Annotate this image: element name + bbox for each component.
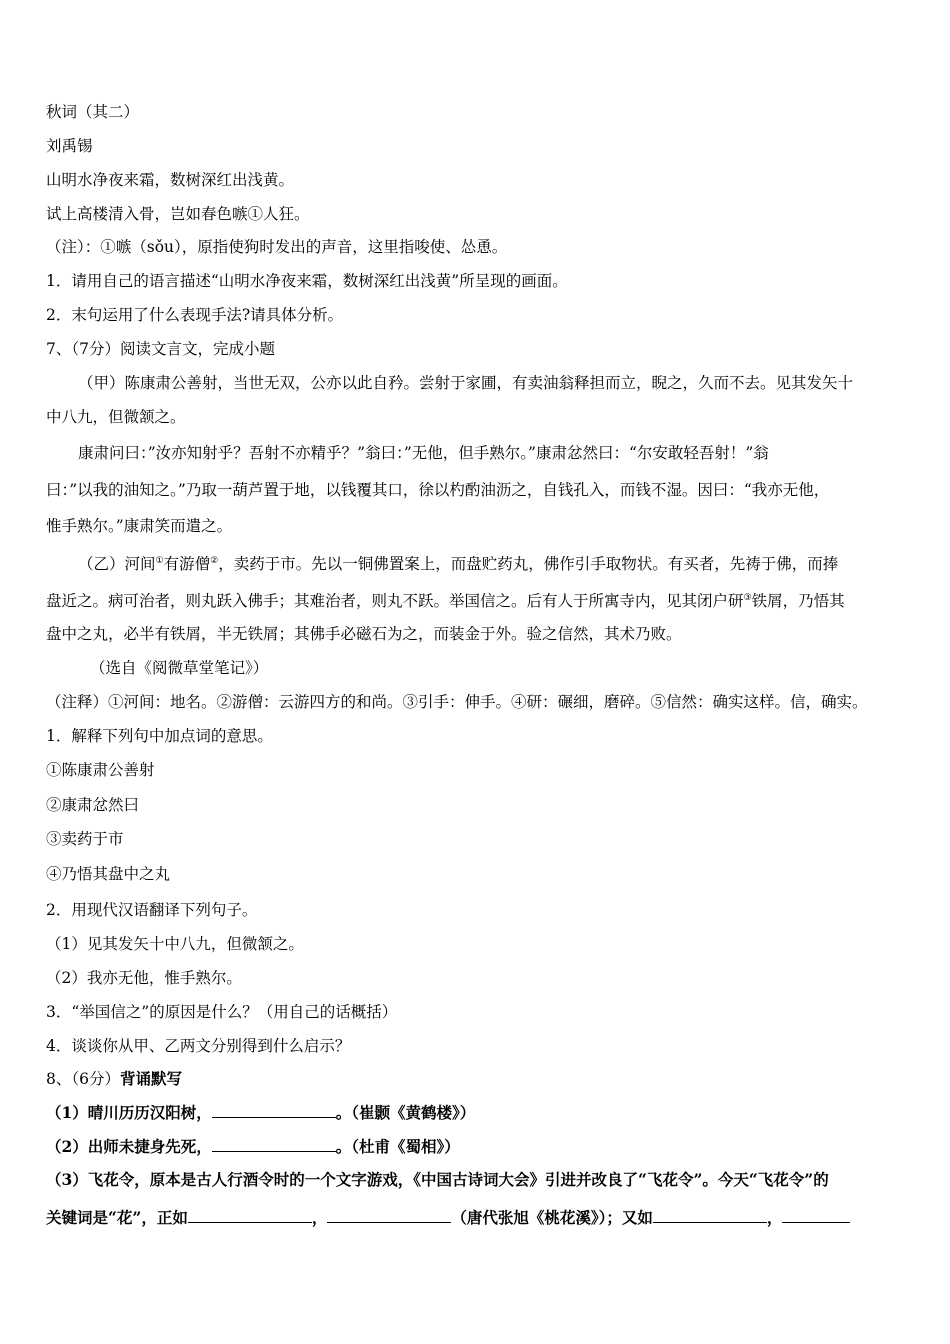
jia-para1-line2: 中八九，但微颔之。: [46, 408, 186, 426]
q8-item-1: （1）晴川历历汉阳树， 。（崔颢《黄鹤楼》）: [46, 1103, 476, 1122]
blank-3[interactable]: [188, 1208, 312, 1223]
poem-question-2: 2．末句运用了什么表现手法?请具体分析。: [46, 306, 344, 324]
q8-item-2: （2）出师未捷身先死， 。（杜甫《蜀相》）: [46, 1137, 460, 1156]
subquestion-4: 4．谈谈你从甲、乙两文分别得到什么启示？: [46, 1037, 351, 1055]
source-citation: （选自《阅微草堂笔记》）: [90, 659, 269, 677]
q7-header: 7、（7分）阅读文言文，完成小题: [46, 340, 275, 358]
poem-line-2: 试上高楼清入骨，岂如春色嗾①人狂。: [46, 205, 310, 223]
blank-5[interactable]: [653, 1208, 767, 1223]
subquestion-1-item-2: ②康肃忿然曰: [46, 796, 140, 814]
poem-line-1: 山明水净夜来霜，数树深红出浅黄。: [46, 171, 295, 189]
yi-line1: （乙）河间①有游僧②，卖药于市。先以一铜佛置案上，而盘贮药丸，佛作引手取物状。有买者，先祷于佛，而捧: [78, 555, 839, 574]
subquestion-1-item-3: ③卖药于市: [46, 830, 124, 848]
subquestion-1-item-1: ①陈康肃公善射: [46, 761, 155, 779]
subquestion-3: 3．“举国信之”的原因是什么？（用自己的话概括）: [46, 1003, 398, 1021]
blank-6[interactable]: [782, 1208, 850, 1223]
poem-question-1: 1．请用自己的语言描述“山明水净夜来霜，数树深红出浅黄”所呈现的画面。: [46, 272, 568, 290]
blank-4[interactable]: [327, 1208, 451, 1223]
q8-item-3-line2: 关键词是“花”，正如 ， （唐代张旭《桃花溪》）；又如 ，: [46, 1208, 850, 1228]
annotations: （注释）①河间：地名。②游僧：云游四方的和尚。③引手：伸手。④研：碾细，磨碎。⑤信然：确实这样。信，确实。: [46, 693, 868, 711]
jia-para2-line3: 惟手熟尔。”康肃笑而遣之。: [46, 517, 233, 535]
jia-para2-line1: 康肃问曰：”汝亦知射乎？吾射不亦精乎？”翁曰：”无他，但手熟尔。”康肃忿然曰：“尔安敢轻吾射！”翁: [78, 444, 769, 462]
jia-para2-line2: 曰：”以我的油知之。”乃取一葫芦置于地，以钱覆其口，徐以杓酌油沥之，自钱孔入，而钱不湿。因曰：“我亦无他，: [46, 481, 830, 499]
subquestion-1: 1．解释下列句中加点词的意思。: [46, 727, 273, 745]
jia-para1-line1: （甲）陈康肃公善射，当世无双，公亦以此自矜。尝射于家圃，有卖油翁释担而立，睨之，久而不去。见其发矢十: [78, 374, 854, 392]
q8-header: 8、（6分）背诵默写: [46, 1069, 182, 1088]
q8-item-3-line1: （3）飞花令，原本是古人行酒令时的一个文字游戏，《中国古诗词大会》引进并改良了“飞花令”。今天“飞花令”的: [46, 1170, 829, 1189]
blank-1[interactable]: [212, 1103, 336, 1118]
yi-line2: 盘近之。病可治者，则丸跃入佛手；其难治者，则丸不跃。举国信之。后有人于所寓寺内，见其闭户研③铁屑，乃悟其: [46, 592, 845, 611]
blank-2[interactable]: [212, 1137, 336, 1152]
yi-line3: 盘中之丸，必半有铁屑，半无铁屑；其佛手必磁石为之，而装金于外。验之信然，其术乃败。: [46, 625, 682, 643]
poem-note: （注）：①嗾（sǒu），原指使狗时发出的声音，这里指唆使、怂恿。: [46, 238, 508, 256]
poem-title: 秋词（其二）: [46, 103, 140, 121]
subquestion-2: 2．用现代汉语翻译下列句子。: [46, 901, 258, 919]
poem-author: 刘禹锡: [46, 137, 93, 155]
subquestion-2-item-1: （1）见其发矢十中八九，但微颔之。: [46, 935, 304, 953]
subquestion-1-item-4: ④乃悟其盘中之丸: [46, 865, 171, 883]
subquestion-2-item-2: （2）我亦无他，惟手熟尔。: [46, 969, 242, 987]
